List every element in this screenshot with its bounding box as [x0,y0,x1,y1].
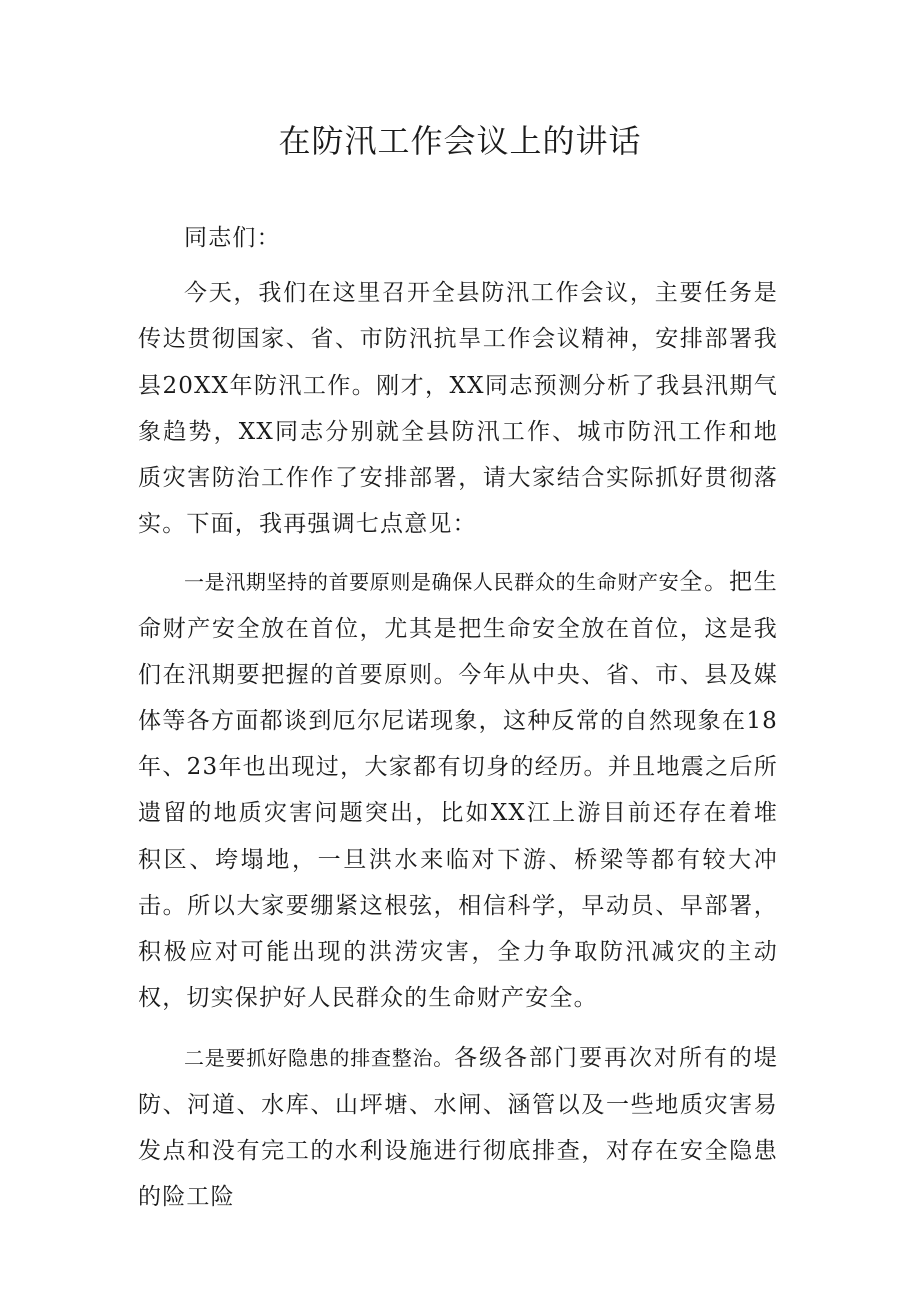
paragraph-point-one-text: 全。把生命财产安全放在首位，尤其是把生命安全放在首位，这是我们在汛期要把握的首要原则。今年从中央、省、市、县及媒体等各方面都谈到厄尔尼诺现象，这种反常的自然现象在18年、23年也出现过，大家都有切身的经历。并且地震之后所遗留的地质灾害问题突出，比如XX江上游目前还存在着堆积区、垮塌地，一旦洪水来临对下游、桥梁等都有较大冲击。所以大家要绷紧这根弦，相信科学，早动员、早部署，积极应对可能出现的洪涝灾害，全力争取防汛减灾的主动权，切实保护好人民群众的生命财产安全。 [138,569,778,1012]
paragraph-intro [138,270,778,547]
paragraph-point-two-text: 各级各部门要再次对所有的堤防、河道、水库、山坪塘、水闸、涵管以及一些地质灾害易发点和没有完工的水利设施进行彻底排查，对存在安全隐患的险工险 [138,1045,779,1211]
greeting: 同志们： [184,225,281,251]
paragraph-intro-text: 今天，我们在这里召开全县防汛工作会议，主要任务是传达贯彻国家、省、市防汛抗旱工作会议精神，安排部署我县20XX年防汛工作。刚才，XX同志预测分析了我县汛期气象趋势，XX同志分别就全县防汛工作、城市防汛工作和地质灾害防治工作作了安排部署，请大家结合实际抓好贯彻落实。下面，我再强调七点意见： [138,280,778,538]
paragraph-point-two-heading: 二是要抓好隐患的排查整治。 [184,1046,455,1071]
paragraph-point-one [138,559,778,1021]
paragraph-point-two [138,1035,778,1220]
document-title: 在防汛工作会议上的讲话 [278,122,642,160]
paragraph-point-one-heading: 一是汛期坚持的首要原则是确保人民群众的生命财产安 [184,570,680,595]
document-body [138,215,778,1220]
